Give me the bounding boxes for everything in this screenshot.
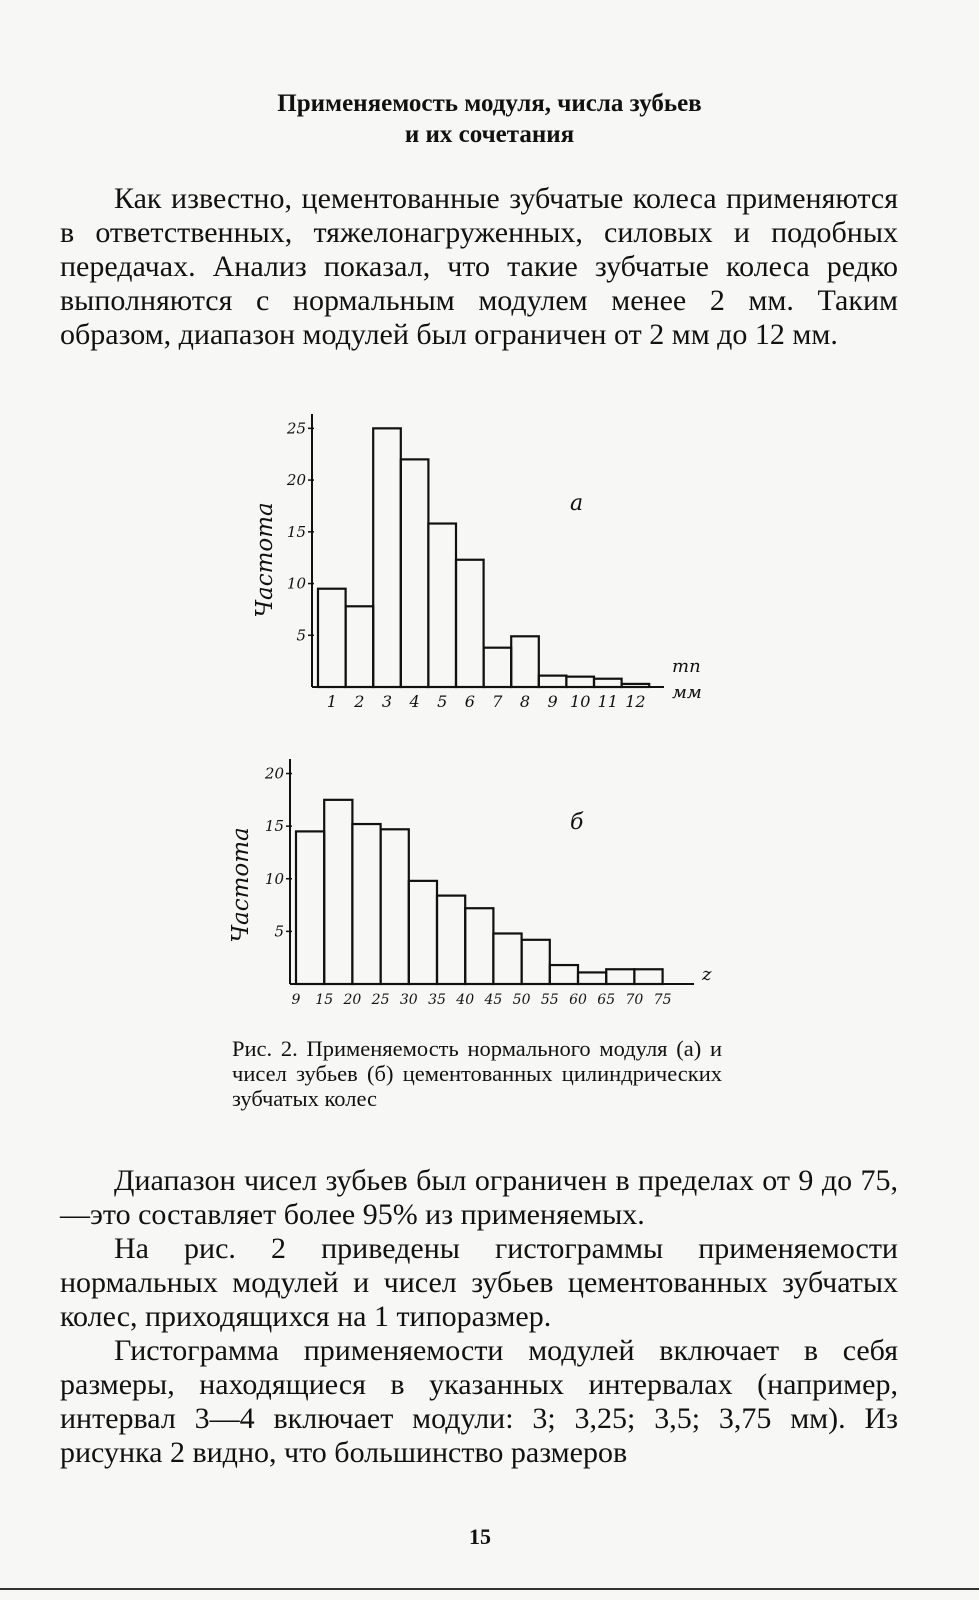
y-tick-label: 25 [286,419,306,438]
x-tick-label: 30 [399,992,418,1008]
x-tick-label: 70 [625,992,644,1008]
bar [522,940,550,984]
section-heading-line-1: Применяемость модуля, числа зубьев [277,90,702,117]
x-tick-label: 45 [484,992,503,1008]
panel-label: а [570,491,584,516]
x-tick-label: 35 [428,992,446,1008]
bar [456,560,484,687]
bar [409,881,437,984]
x-tick-label: 55 [540,992,559,1008]
bar [606,969,634,984]
bar [324,800,352,984]
bar [318,589,346,687]
page-number: 15 [469,1524,491,1549]
bar [296,831,324,984]
figure-caption: Рис. 2. Применяемость нормального модуля (а) и чисел зубьев (б) цементованных цилиндрических зубчатых колес [232,1036,722,1111]
x-tick-label: 5 [437,692,448,711]
section-heading [0,88,979,150]
x-tick-label: 9 [291,992,301,1008]
teeth-count-histogram [0,755,979,1025]
y-tick-label: 15 [286,522,306,541]
x-tick-label: 50 [512,992,531,1008]
x-tick-label: 4 [409,692,420,711]
bar [566,677,594,687]
bar [465,908,493,984]
bar [346,606,374,687]
y-tick-label: 20 [264,764,284,783]
bar [550,965,578,984]
bar [493,933,521,984]
page-bottom-rule [0,1588,979,1590]
x-tick-label: 1 [326,692,337,711]
section-heading-line-2: и их сочетания [404,121,575,148]
x-tick-label: 11 [597,692,618,711]
bar [511,636,539,687]
x-tick-label: 60 [569,992,587,1008]
x-tick-label: 2 [354,692,365,711]
x-tick-label: 8 [519,692,531,711]
bar [594,679,622,687]
bar [428,524,456,687]
y-tick-label: 5 [274,922,284,941]
bar [381,829,409,984]
x-tick-label: 15 [315,992,334,1008]
x-tick-label: 65 [597,992,616,1008]
y-tick-label: 15 [264,817,284,836]
x-tick-label: 6 [464,692,475,711]
module-histogram-paragraph: Гистограмма применяемости модулей включает в себя размеры, находящиеся в указанных интервалах (например, интервал 3—4 включает модули: 3; 3,25; 3,5; 3,75 мм). Из рисунка 2 видно, что большинство размеров [60,1334,898,1469]
teeth-range-paragraph: Диапазон чисел зубьев был ограничен в пределах от 9 до 75,—это составляет более 95% из применяемых. [60,1164,898,1231]
y-axis-title: Частота [228,827,254,943]
y-tick-label: 10 [286,574,306,593]
histograms-paragraph: На рис. 2 приведены гистограммы применяемости нормальных модулей и чисел зубьев цементованных зубчатых колес, приходящихся на 1 типоразмер. [60,1232,898,1333]
bar [437,896,465,984]
y-axis-title: Частота [252,502,278,618]
bar [578,972,606,984]
x-tick-label: 75 [653,992,672,1008]
intro-paragraph: Как известно, цементованные зубчатые колеса применяются в ответственных, тяжелонагруженных, силовых и подобных передачах. Анализ показал, что такие зубчатые колеса редко выполняются с нормальным модулем менее 2 мм. Таким образом, диапазон модулей был ограничен от 2 мм до 12 мм. [60,182,898,351]
x-axis-unit: мм [672,682,702,703]
bar [539,676,567,687]
bar [401,459,429,687]
bar [484,648,512,687]
panel-label: б [570,810,584,835]
x-tick-label: 20 [343,992,362,1008]
x-tick-label: 40 [456,992,475,1008]
x-tick-label: 10 [570,692,591,711]
y-tick-label: 20 [286,471,306,490]
y-tick-label: 5 [296,626,306,645]
module-histogram [0,400,979,730]
bar [634,969,662,984]
x-tick-label: 9 [547,692,558,711]
bar [373,428,401,687]
x-tick-label: 12 [625,692,646,711]
x-axis-title: mn [672,656,701,677]
x-tick-label: 3 [381,692,393,711]
x-tick-label: 7 [492,692,503,711]
bar [352,824,380,984]
x-tick-label: 25 [371,992,390,1008]
x-axis-title: z [702,964,712,985]
y-tick-label: 10 [264,869,284,888]
